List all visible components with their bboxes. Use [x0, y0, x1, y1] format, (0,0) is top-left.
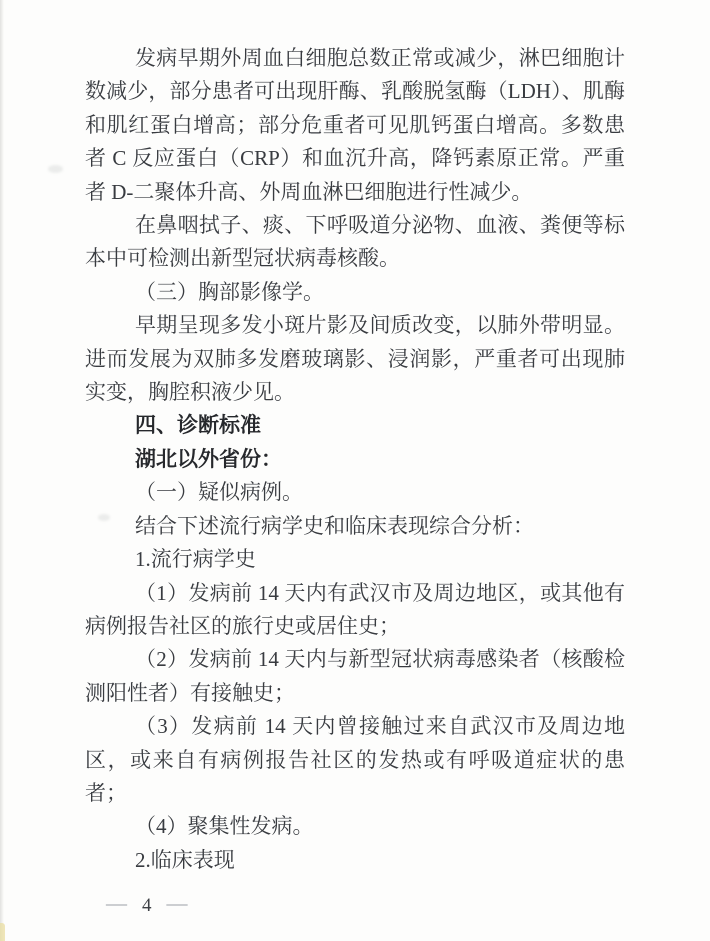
paragraph: （三）胸部影像学。: [134, 279, 324, 304]
paragraph: 早期呈现多发小斑片影及间质改变，以肺外带明显。进而发展为双肺多发磨玻璃影、浸润影，严重者可出现肺实变，胸腔积液少见。: [85, 313, 625, 405]
paragraph: 1.流行病学史: [134, 547, 256, 572]
paragraph: 2.临床表现: [134, 847, 235, 872]
heading-paragraph: 四、诊断标准: [134, 413, 261, 438]
scan-smudge: [48, 165, 63, 173]
document-body: [85, 42, 625, 877]
paragraph: 发病早期外周血白细胞总数正常或减少，淋巴细胞计数减少，部分患者可出现肝酶、乳酸脱氢酶（LDH）、肌酶和肌红蛋白增高；部分危重者可见肌钙蛋白增高。多数患者 C 反应蛋白（CRP）和血沉升高，降钙素原正常。严重者 D-二聚体升高、外周血淋巴细胞进行性减少。: [85, 46, 625, 204]
page-number-dash-left: —: [106, 890, 127, 915]
paragraph: （3）发病前 14 天内曾接触过来自武汉市及周边地区，或来自有病例报告社区的发热或有呼吸道症状的患者；: [85, 714, 625, 805]
paragraph: 结合下述流行病学史和临床表现综合分析：: [134, 513, 534, 538]
paragraph: （4）聚集性发病。: [134, 814, 314, 839]
scan-edge-artifact: [0, 0, 4, 941]
paragraph: （2）发病前 14 天内与新型冠状病毒感染者（核酸检测阳性者）有接触史；: [85, 647, 625, 705]
scan-corner-tint-artifact: [0, 923, 5, 941]
page-number: [106, 890, 188, 916]
paragraph: （一）疑似病例。: [134, 480, 303, 505]
paragraph: 在鼻咽拭子、痰、下呼吸道分泌物、血液、粪便等标本中可检测出新型冠状病毒核酸。: [85, 213, 625, 271]
page-number-dash-right: —: [166, 890, 188, 915]
paragraph: （1）发病前 14 天内有武汉市及周边地区，或其他有病例报告社区的旅行史或居住史；: [85, 580, 625, 638]
page-number-value: 4: [142, 894, 152, 916]
heading-paragraph: 湖北以外省份：: [134, 446, 282, 471]
